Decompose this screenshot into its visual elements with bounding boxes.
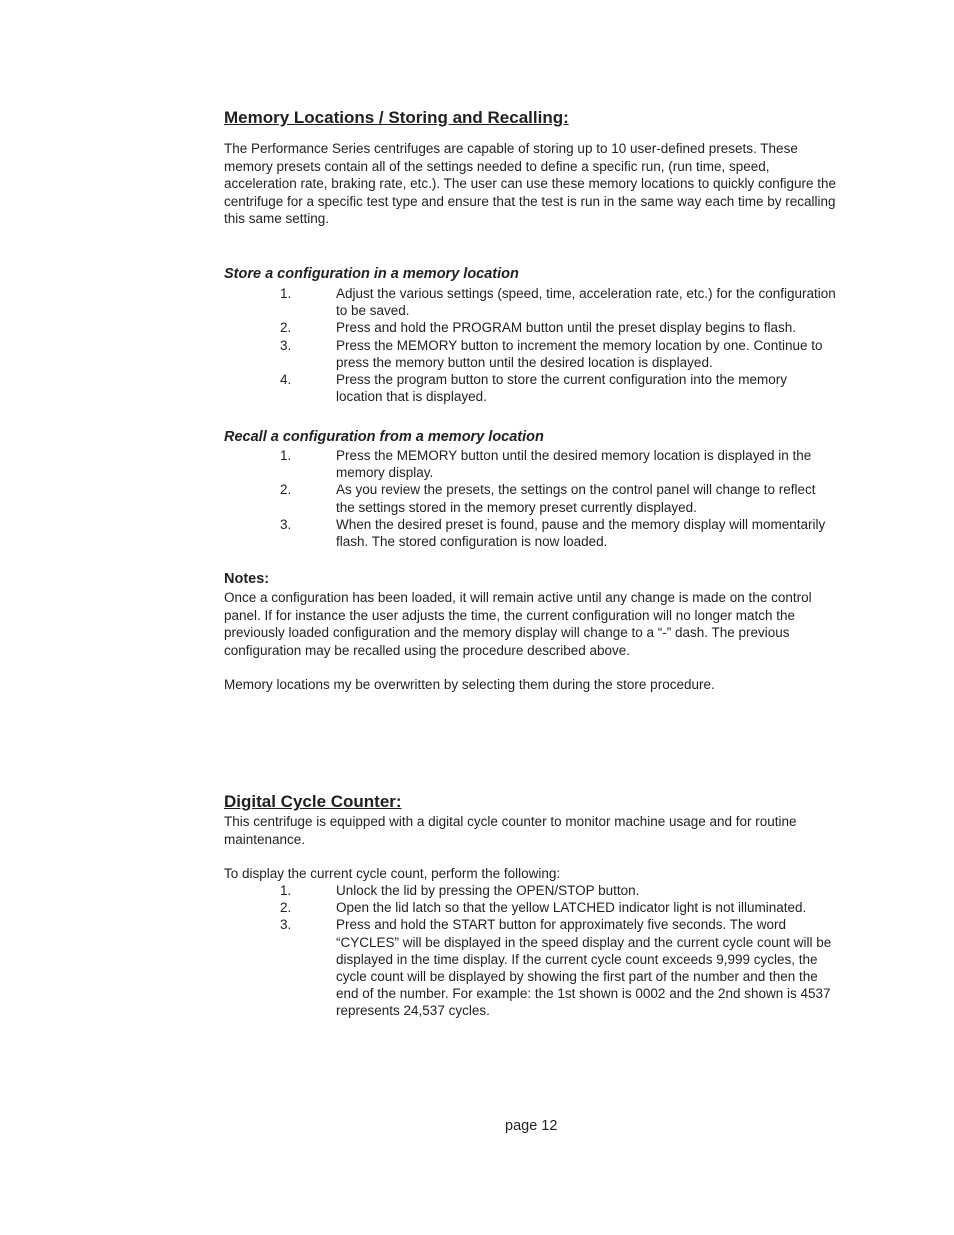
cycle-counter-lead-paragraph: To display the current cycle count, perform the following: (224, 866, 561, 881)
list-item (224, 319, 844, 336)
store-heading: Store a configuration in a memory location (224, 266, 519, 282)
step-text: As you review the presets, the settings on the control panel will change to reflect the settings stored in the memory preset currently displayed. (336, 482, 816, 515)
step-number: 3. (280, 516, 292, 532)
list-item (224, 916, 844, 1019)
section-title-memory: Memory Locations / Storing and Recalling: (224, 108, 569, 127)
step-number: 1. (280, 286, 292, 301)
recall-steps-list (224, 447, 844, 550)
step-number: 4. (280, 372, 292, 388)
notes-overwrite-paragraph: Memory locations my be overwritten by selecting them during the store procedure. (224, 677, 715, 692)
list-item (224, 899, 844, 916)
step-number: 2. (280, 482, 292, 498)
step-text: Adjust the various settings (speed, time, acceleration rate, etc.) for the configuration to be saved. (336, 286, 836, 319)
step-text: Unlock the lid by pressing the OPEN/STOP button. (336, 883, 640, 898)
step-number: 2. (280, 900, 292, 916)
step-text: Press and hold the PROGRAM button until the preset display begins to flash. (336, 320, 797, 336)
list-item (224, 371, 844, 405)
list-item (224, 516, 844, 550)
step-number: 3. (280, 337, 292, 353)
cycle-counter-intro-paragraph: This centrifuge is equipped with a digital cycle counter to monitor machine usage and for routine maintenance. (224, 814, 797, 847)
step-text: When the desired preset is found, pause and the memory display will momentarily flash. The stored configuration is now loaded. (336, 516, 826, 550)
list-item (224, 337, 844, 371)
cycle-counter-steps-list (224, 882, 844, 1020)
step-number: 2. (280, 320, 292, 336)
memory-intro-paragraph: The Performance Series centrifuges are capable of storing up to 10 user-defined presets. These memory presets contain all of the settings needed to define a specific run, (run time, speed, acceleration rate, braking rate, etc.). The user can use these memory locations to quickly configure the centrifuge for a specific test type and ensure that the test is run in the same way each time by recalling this same setting. (224, 141, 837, 226)
step-number: 1. (280, 883, 292, 898)
store-steps-list (224, 285, 844, 405)
step-text: Press the MEMORY button until the desired memory location is displayed in the memory display. (336, 448, 812, 481)
step-text: Press and hold the START button for approximately five seconds. The word “CYCLES” will be displayed in the speed display and the current cycle count will be displayed in the time display. If the current cycle count exceeds 9,999 cycles, the cycle count will be displayed by showing the first part of the number and then the end of the number. For example: the 1st shown is 0002 and the 2nd shown is 4537 represents 24,537 cycles. (336, 917, 832, 1019)
step-number: 3. (280, 917, 292, 933)
list-item (224, 447, 844, 481)
step-text: Open the lid latch so that the yellow LATCHED indicator light is not illuminated. (336, 900, 807, 916)
recall-heading: Recall a configuration from a memory location (224, 429, 544, 445)
list-item (224, 481, 844, 515)
step-number: 1. (280, 448, 292, 463)
page-number: page 12 (505, 1118, 558, 1134)
step-text: Press the MEMORY button to increment the memory location by one. Continue to press the memory button until the desired location is displayed. (336, 337, 823, 370)
notes-heading: Notes: (224, 571, 270, 587)
notes-paragraph: Once a configuration has been loaded, it will remain active until any change is made on the control panel. If for instance the user adjusts the time, the current configuration will no longer match the previously loaded configuration and the memory display will change to a “-” dash. The previous configuration may be recalled using the procedure described above. (224, 590, 812, 658)
step-text: Press the program button to store the current configuration into the memory location that is displayed. (336, 372, 787, 405)
list-item (224, 285, 844, 319)
section-title-cycle-counter: Digital Cycle Counter: (224, 792, 402, 811)
list-item (224, 882, 844, 899)
